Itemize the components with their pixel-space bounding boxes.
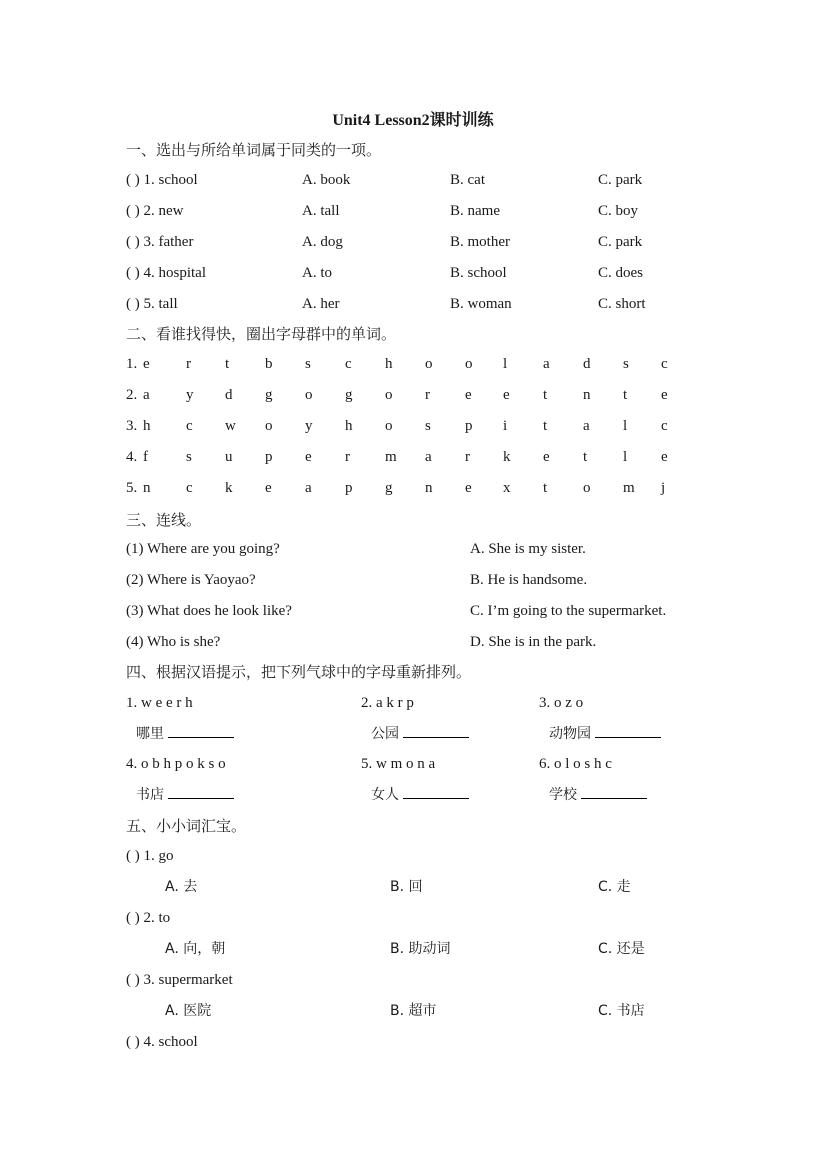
grid-letter: b	[265, 356, 273, 372]
grid-letter: p	[345, 480, 353, 496]
grid-letter: a	[543, 356, 550, 372]
option-b: B. name	[450, 203, 500, 219]
grid-letter: g	[345, 387, 353, 403]
grid-letter: e	[543, 449, 550, 465]
option-c: C. park	[598, 172, 643, 188]
grid-letter: d	[225, 387, 233, 403]
grid-letter: o	[425, 356, 433, 372]
grid-letter: t	[543, 418, 548, 434]
option-a: A. 向，朝	[165, 941, 226, 957]
grid-letter: l	[623, 418, 628, 434]
grid-letter: i	[503, 418, 508, 434]
hint-with-blank	[371, 723, 469, 744]
option-a: A. to	[302, 265, 332, 281]
option-b: B. 回	[390, 879, 423, 895]
grid-letter: k	[225, 480, 233, 496]
grid-letter: a	[143, 387, 150, 403]
hint-with-blank	[549, 723, 661, 744]
chinese-hint: 书店	[136, 787, 164, 803]
grid-letter: s	[186, 449, 192, 465]
option-b: B. woman	[450, 296, 512, 312]
chinese-hint: 女人	[371, 787, 399, 803]
option-a: A. dog	[302, 234, 343, 250]
hint-with-blank	[371, 784, 469, 805]
chinese-hint: 哪里	[136, 726, 164, 742]
grid-letter: t	[543, 480, 548, 496]
grid-letter: a	[583, 418, 590, 434]
grid-letter: c	[661, 418, 668, 434]
answer-blank[interactable]	[168, 784, 234, 799]
grid-letter: a	[425, 449, 432, 465]
option-c: C. does	[598, 265, 643, 281]
grid-letter: o	[385, 387, 393, 403]
grid-letter: t	[583, 449, 588, 465]
grid-letter: e	[503, 387, 510, 403]
option-a: A. tall	[302, 203, 340, 219]
grid-letter: c	[661, 356, 668, 372]
question-stem: ( ) 1. school	[126, 172, 198, 188]
grid-letter: r	[425, 387, 430, 403]
vocab-stem: ( ) 4. school	[126, 1034, 198, 1050]
option-b: B. 超市	[390, 1003, 437, 1019]
hint-with-blank	[136, 723, 234, 744]
match-answer: B. He is handsome.	[470, 572, 588, 588]
option-c: C. 书店	[598, 1003, 645, 1019]
scrambled-letters: 4. o b h p o k s o	[126, 756, 226, 772]
grid-letter: f	[143, 449, 148, 465]
section2-heading: 二、看谁找得快，圈出字母群中的单词。	[126, 325, 397, 343]
page-title: Unit4 Lesson2课时训练	[332, 112, 494, 129]
answer-blank[interactable]	[595, 723, 661, 738]
row-number: 4.	[126, 449, 138, 465]
grid-letter: t	[543, 387, 548, 403]
grid-letter: o	[465, 356, 473, 372]
grid-letter: w	[225, 418, 236, 434]
grid-letter: a	[305, 480, 312, 496]
option-a: A. 医院	[165, 1003, 212, 1019]
option-c: C. boy	[598, 203, 639, 219]
grid-letter: o	[265, 418, 273, 434]
hint-with-blank	[549, 784, 647, 805]
grid-letter: p	[265, 449, 273, 465]
chinese-hint: 学校	[549, 787, 577, 803]
option-c: C. short	[598, 296, 646, 312]
option-c: C. 还是	[598, 941, 645, 957]
grid-letter: r	[186, 356, 191, 372]
vocab-stem: ( ) 1. go	[126, 848, 174, 864]
grid-letter: h	[143, 418, 151, 434]
option-c: C. park	[598, 234, 643, 250]
grid-letter: k	[503, 449, 511, 465]
grid-letter: e	[465, 480, 472, 496]
option-a: A. 去	[165, 879, 198, 895]
hint-with-blank	[136, 784, 234, 805]
row-number: 3.	[126, 418, 138, 434]
grid-letter: t	[623, 387, 628, 403]
section1-heading: 一、选出与所给单词属于同类的一项。	[126, 141, 382, 159]
row-number: 5.	[126, 480, 138, 496]
question-stem: ( ) 3. father	[126, 234, 194, 250]
grid-letter: r	[465, 449, 470, 465]
grid-letter: l	[623, 449, 628, 465]
grid-letter: o	[305, 387, 313, 403]
scrambled-letters: 1. w e e r h	[126, 695, 193, 711]
grid-letter: h	[345, 418, 353, 434]
grid-letter: o	[583, 480, 591, 496]
section5-heading: 五、小小词汇宝。	[126, 817, 247, 835]
section4-heading: 四、根据汉语提示，把下列气球中的字母重新排列。	[126, 663, 472, 681]
grid-letter: g	[265, 387, 273, 403]
grid-letter: o	[385, 418, 393, 434]
option-a: A. book	[302, 172, 351, 188]
grid-letter: c	[345, 356, 352, 372]
match-answer: C. I’m going to the supermarket.	[470, 603, 667, 619]
grid-letter: c	[186, 418, 193, 434]
option-a: A. her	[302, 296, 340, 312]
grid-letter: r	[345, 449, 350, 465]
grid-letter: e	[661, 449, 668, 465]
question-stem: ( ) 5. tall	[126, 296, 178, 312]
grid-letter: s	[425, 418, 431, 434]
grid-letter: n	[425, 480, 433, 496]
match-question: (2) Where is Yaoyao?	[126, 572, 256, 588]
grid-letter: m	[623, 480, 635, 496]
grid-letter: n	[143, 480, 151, 496]
question-stem: ( ) 4. hospital	[126, 265, 206, 281]
grid-letter: e	[305, 449, 312, 465]
grid-letter: e	[661, 387, 668, 403]
grid-letter: c	[186, 480, 193, 496]
grid-letter: s	[305, 356, 311, 372]
option-b: B. cat	[450, 172, 485, 188]
answer-blank[interactable]	[581, 784, 647, 799]
grid-letter: j	[661, 480, 666, 496]
answer-blank[interactable]	[168, 723, 234, 738]
grid-letter: y	[305, 418, 313, 434]
grid-letter: u	[225, 449, 233, 465]
vocab-stem: ( ) 3. supermarket	[126, 972, 233, 988]
section3-heading: 三、连线。	[126, 511, 202, 529]
scrambled-letters: 2. a k r p	[361, 695, 414, 711]
grid-letter: p	[465, 418, 473, 434]
grid-letter: h	[385, 356, 393, 372]
grid-letter: e	[465, 387, 472, 403]
option-b: B. 助动词	[390, 941, 451, 957]
grid-letter: n	[583, 387, 591, 403]
grid-letter: y	[186, 387, 194, 403]
grid-letter: m	[385, 449, 397, 465]
chinese-hint: 动物园	[549, 726, 591, 742]
grid-letter: g	[385, 480, 393, 496]
row-number: 1.	[126, 356, 138, 372]
grid-letter: x	[503, 480, 511, 496]
scrambled-letters: 5. w m o n a	[361, 756, 436, 772]
grid-letter: t	[225, 356, 230, 372]
match-answer: D. She is in the park.	[470, 634, 597, 650]
option-b: B. school	[450, 265, 507, 281]
grid-letter: e	[143, 356, 150, 372]
answer-blank[interactable]	[403, 784, 469, 799]
vocab-stem: ( ) 2. to	[126, 910, 171, 926]
match-question: (4) Who is she?	[126, 634, 221, 650]
scrambled-letters: 6. o l o s h c	[539, 756, 612, 772]
match-question: (1) Where are you going?	[126, 541, 280, 557]
row-number: 2.	[126, 387, 138, 403]
question-stem: ( ) 2. new	[126, 203, 184, 219]
match-question: (3) What does he look like?	[126, 603, 292, 619]
scrambled-letters: 3. o z o	[539, 695, 584, 711]
option-c: C. 走	[598, 879, 631, 895]
chinese-hint: 公园	[371, 726, 399, 742]
grid-letter: s	[623, 356, 629, 372]
grid-letter: d	[583, 356, 591, 372]
grid-letter: l	[503, 356, 508, 372]
answer-blank[interactable]	[403, 723, 469, 738]
match-answer: A. She is my sister.	[470, 541, 586, 557]
grid-letter: e	[265, 480, 272, 496]
option-b: B. mother	[450, 234, 510, 250]
